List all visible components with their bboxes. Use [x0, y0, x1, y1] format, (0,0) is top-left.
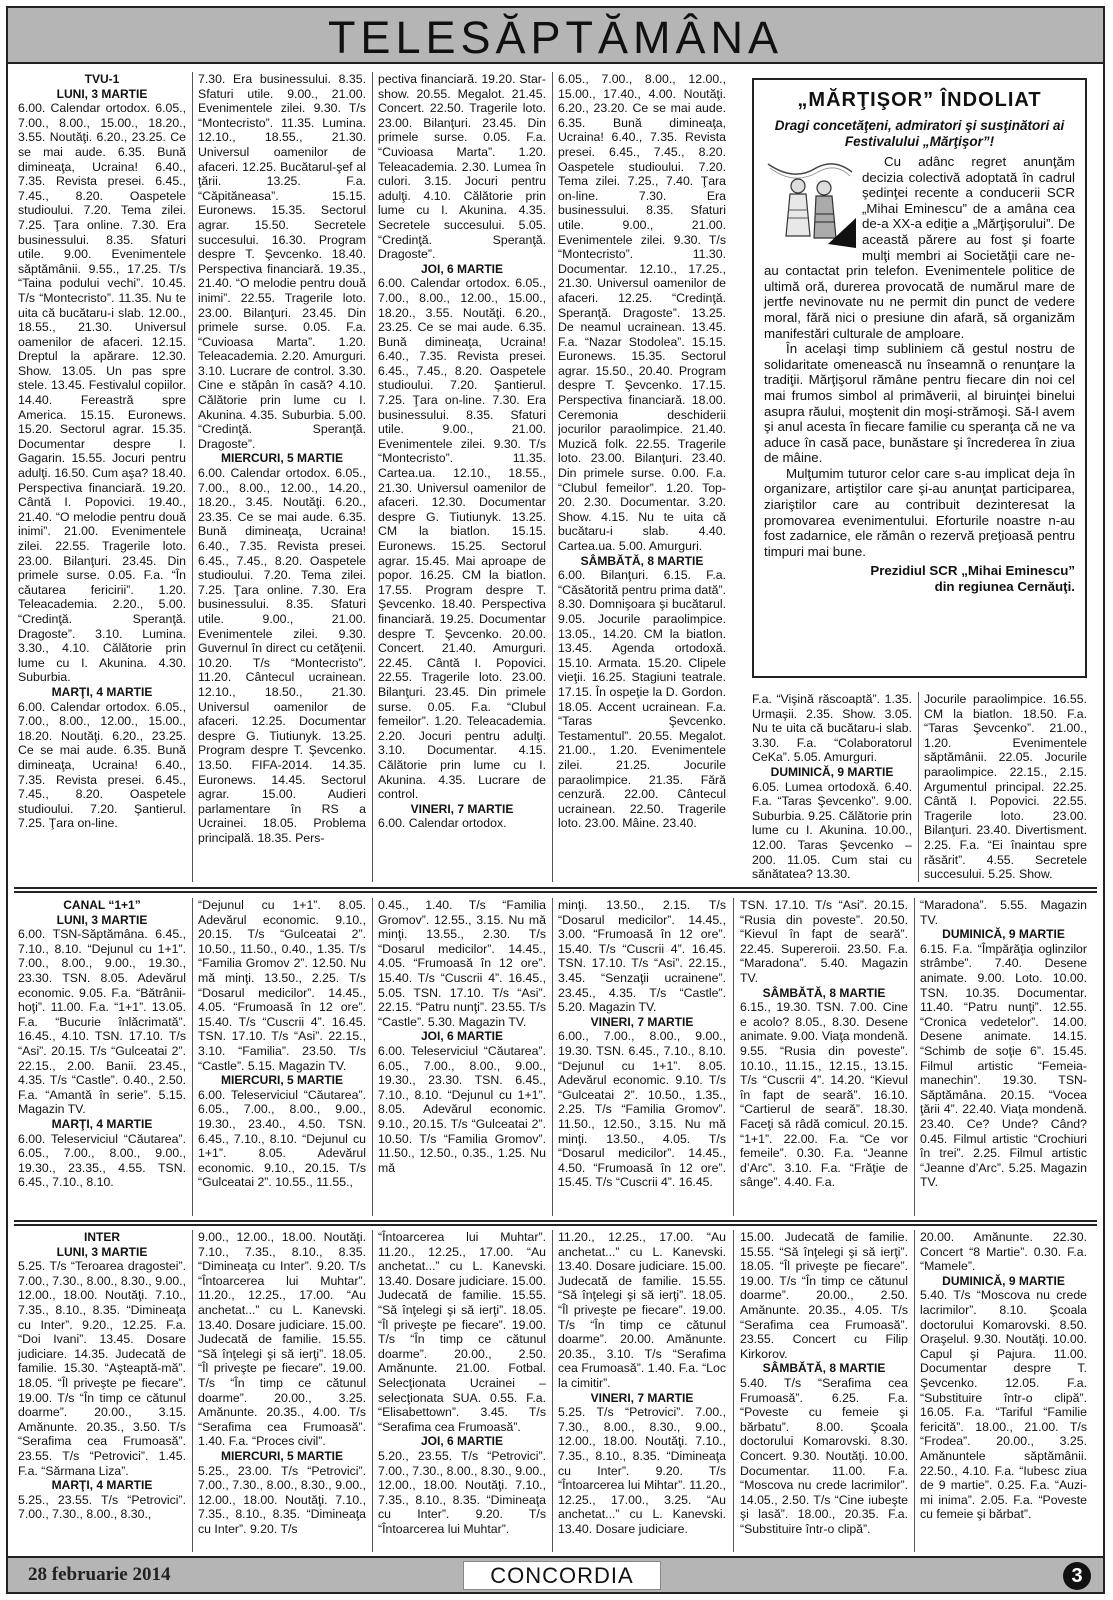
- day-heading: DUMINICĂ, 9 MARTIE: [770, 764, 894, 779]
- tvu-column-3: [378, 72, 546, 882]
- program-listing: 5.25. T/s “Teroarea dragostei”. 7.00., 7.30., 8.00., 8.30., 9.00., 12.00., 18.00. Noutăţi. 7.10., 7.35., 8.10., 8.35. “Dimineaţa cu Inter”. 9.20., 12.25. F.a. “Doi Ivani”. 13.45. Dosare judiciare. 14.35. Judecată de familie. 15.30. “Aşteaptă-mă”. 18.05. “Îl priveşte pe fiecare”. 19.00. T/s “În timp ce cătunul doarme”. 20.00., 3.15. Amănunte. 20.35., 3.50. T/s “Serafima cea Frumoasă”. 23.55. T/s “Petrovici”. 1.45. F.a. “Sărmana Liza”.: [18, 1259, 186, 1478]
- announcement-paragraph-3: Mulţumim tuturor celor care s-au implicat deja în organizare, artiştilor care şi-au anunţat participarea, ziariştilor care au contribuit dezinteresat la promovarea evenimentului. Eforturile noastre n-au fost zadarnice, ele rămân o rezervă preţioasă pentru timpuri mai bune.: [764, 465, 1075, 559]
- tvu-column-4: [558, 72, 726, 882]
- announcement-paragraph-2: În acelaşi timp subliniem că gestul nostru de solidaritate omenească nu înseamnă o renunţare la tradiţii. Mărţişorul rămâne pentru fiecare din noi cel mai frumos simbol al primăverii, al biruinţei binelui asupra răului, moştenit din moşi-strămoşi. Să-l avem şi anul acesta în fiecare familie cu speranţa că ne va aduce în casă pace, bunăstare şi încrederea în ziua de mâine.: [764, 341, 1075, 466]
- program-listing: 6.00. Calendar ortodox. 6.05., 7.00., 8.00., 12.00., 14.20., 18.20., 3.45. Noutăţi. 6.20., 23.35. Ce se mai aude. 6.35. Bună dimineaţa, Ucraina! 6.40., 7.35. Revista presei. 6.45., 7.45., 8.20. Oaspetele studioului. 7.20. Tema zilei. 7.25. Ţara online. 7.30. Era businessului. 8.35. Sfaturi utile. 9.00., 21.00. Evenimentele zilei. 9.30. Guvernul în direct cu cetăţenii. 10.20. T/s “Montecristo”. 11.20. Cântecul ucrainean. 12.10., 18.50., 21.30. Universul oamenilor de afaceri. 12.25. Documentar despre G. Tiutiunyk. 13.25. Program despre T. Şevcenko. 13.50. FIFA-2014. 14.35. Euronews. 14.45. Sectorul agrar. 15.00. Audieri parlamentare în RS a Ucrainei. 18.05. Problema principală. 18.35. Pers-: [198, 466, 366, 845]
- day-heading: MIERCURI, 5 MARTIE: [220, 1448, 343, 1463]
- program-listing: 0.45., 1.40. T/s “Familia Gromov”. 12.55., 3.15. Nu mă minţi. 13.55., 2.30. T/s “Dosarul medicilor”. 14.45., 4.05. “Frumoasă în 12 ore”. 15.40. T/s “Cuscrii 4”. 16.45., 5.05. TSN. 17.10. T/s “Asi”. 22.15. “Patru nunţi”. 23.55. T/s “Castle”. 5.30. Magazin TV.: [378, 898, 546, 1029]
- program-listing: 6.00. Teleserviciul “Căutarea”. 6.05., 7.00., 8.00., 9.00., 19.30., 23.35., 4.55. TSN. 6.45., 7.10., 8.10.: [18, 1131, 186, 1190]
- program-listing: 11.20., 12.25., 17.00. “Au anchetat...” cu L. Kanevski. 13.40. Dosare judiciare. 15.00. Judecată de familie. 15.55. “Să înţelegi şi să ierţi”. 18.05. “Îl priveşte pe fiecare”. 19.00. T/s “În timp ce cătunul doarme”. 20.00. Amănunte. 20.35., 3.10. T/s “Serafima cea Frumoasă”. 1.40. F.a. “Loc la cimitir”.: [558, 1230, 726, 1390]
- day-heading: JOI, 6 MARTIE: [420, 1029, 503, 1044]
- day-heading: TVU-1: [84, 72, 120, 86]
- tvu-column-5: [752, 692, 912, 882]
- canal-column-4: [558, 898, 726, 1216]
- day-heading: INTER: [84, 1230, 120, 1244]
- program-listing: 5.40. T/s “Serafima cea Frumoasă”. 6.25. F.a. “Poveste cu femeie şi bărbatu”. 8.00. Şcoala doctorului Komarovski. 8.30. Concert. 9.30. Noutăţi. 10.00. Documentar. 11.00. F.a. “Moscova nu crede lacrimilor”. 14.05., 2.50. T/s “Cine iubeşte şi lasă”. 18.00., 20.35. F.a. “Substituire într-o clipă”.: [740, 1375, 908, 1536]
- column-divider: [372, 1230, 373, 1552]
- canal-column-5: [740, 898, 908, 1216]
- tvu-column-1: [18, 72, 186, 882]
- program-listing: 6.15. F.a. “Împărăţia oglinzilor strâmbe”. 7.40. Desene animate. 9.00. Loto. 10.00. TSN. 10.35. Documentar. 11.40. “Patru nunţi”. 12.55. “Cronica vedetelor”. 14.00. Desene animate. 14.15. “Schimb de soţie 6”. 15.45. Filmul artistic “Femeia-manechin”. 19.30. TSN-Săptămâna. 20.15. “Vocea ţării 4”. 22.40. Viaţa mondenă. 23.40. Ce? Unde? Când? 0.45. Filmul artistic “Crochiuri în trei”. 2.25. Filmul artistic “Jeanne d’Arc”. 5.25. Magazin TV.: [920, 941, 1087, 1190]
- program-listing: 5.25. T/s “Petrovici”. 7.00., 7.30., 8.00., 8.30., 9.00., 12.00., 18.00. Noutăţi. 7.10., 7.35., 8.10., 8.35. “Dimineaţa cu Inter”. 9.20. T/s “Întoarcerea lui Mihtar”. 11.20., 12.25., 17.00., 3.25. “Au anchetat...” cu L. Kanevski. 13.40. Dosare judiciare.: [558, 1405, 726, 1536]
- program-listing: minţi. 13.50., 2.15. T/s “Dosarul medicilor”. 14.45., 3.00. “Frumoasă în 12 ore”. 15.40. T/s “Cuscrii 4”. 16.45. TSN. 17.10. T/s “Asi”. 22.15., 3.45. “Senzaţii ucrainene”. 23.45., 4.35. T/s “Castle”. 5.20. Magazin TV.: [558, 898, 726, 1015]
- masthead-banner: [6, 6, 1105, 64]
- day-heading: SÂMBĂTĂ, 8 MARTIE: [762, 1361, 886, 1376]
- section-divider: [14, 887, 1097, 893]
- day-heading: JOI, 6 MARTIE: [420, 261, 503, 276]
- page-number: 3: [1063, 1562, 1091, 1590]
- column-divider: [914, 898, 915, 1216]
- program-listing: 6.00. Bilanţuri. 6.15. F.a. “Căsătorită pentru prima dată”. 8.30. Domnişoara şi bucătarul. 9.05. Jocurile paraolimpice. 13.05., 14.20. CM la biatlon. 13.45. Agenda ortodoxă. 15.10. Armata. 15.20. Clipele vieţii. 16.25. Stagiuni teatrale. 17.15. În ospeţie la D. Gordon. 18.05. Accent ucrainean. F.a. “Taras Şevcenko. Testamentul”. 20.55. Megalot. 21.00., 1.20. Evenimentele zilei. 21.25. Jocurile paraolimpice. 21.35. Fără cenzură. 22.00. Cântecul ucrainean. 22.50. Tragerile loto. 23.00. Mâine. 23.40.: [558, 568, 726, 831]
- inter-column-4: [558, 1230, 726, 1552]
- day-heading: JOI, 6 MARTIE: [420, 1434, 503, 1449]
- inter-column-1: [18, 1230, 186, 1552]
- program-listing: “Maradona”. 5.55. Magazin TV.: [920, 898, 1087, 927]
- program-listing: TSN. 17.10. T/s “Asi”. 20.15. “Rusia din poveste”. 20.50. “Kievul în fapt de seară”. 22.45. Supereroii. 23.50. F.a. “Maradona”. 5.40. Magazin TV.: [740, 898, 908, 985]
- program-listing: 6.00. Calendar ortodox.: [378, 816, 507, 831]
- inter-column-3: [378, 1230, 546, 1552]
- tvu-column-6: [924, 692, 1087, 882]
- program-listing: F.a. “Vişină răscoaptă”. 1.35. Urmaşii. 2.35. Show. 3.05. Nu te uita că bucătaru-i slab. 3.30. F.a. “Colaboratorul CeKa”. 5.05. Amurguri.: [752, 692, 912, 765]
- day-heading: MARŢI, 4 MARTIE: [51, 684, 153, 699]
- announcement-subtitle: Dragi concetăţeni, admiratori şi susţinători ai Festivalului „Mărţişor”!: [774, 118, 1065, 149]
- martisor-dolls-image: [764, 158, 856, 248]
- program-listing: “Dejunul cu 1+1”. 8.05. Adevărul economic. 9.10., 20.15. T/s “Gulceatai 2”. 10.50., 11.50., 0.40., 1.35. T/s “Familia Gromov 2”. 12.50. Nu mă minţi. 13.50., 2.25. T/s “Dosarul medicilor”. 14.45., 4.05. “Frumoasă în 12 ore”. 15.40. T/s “Cuscrii 4”. 16.45. TSN. 17.10. T/s “Asi”. 22.15., 3.10. “Familia”. 23.50. T/s “Castle”. 5.15. Magazin TV.: [198, 898, 366, 1073]
- day-heading: SÂMBĂTĂ, 8 MARTIE: [580, 553, 704, 568]
- footer-bar: [6, 1556, 1105, 1594]
- program-listing: 6.00. TSN-Săptămâna. 6.45., 7.10., 8.10. “Dejunul cu 1+1”. 7.00., 8.00., 9.00., 19.30., 23.30. TSN. 8.05. Adevărul economic. 9.05. F.a. “Bătrânii-hoţi”. 11.00. F.a. “1+1”. 13.05. F.a. “Bucurie înlăcrimată”. 16.45., 4.10. TSN. 17.10. T/s “Asi”. 20.15. T/s “Gulceatai 2”. 22.15., 2.00. Banii. 23.45., 4.35. T/s “Castle”. 0.40., 2.50. F.a. “Amantă în serie”. 5.15. Magazin TV.: [18, 927, 186, 1117]
- program-listing: 6.05., 7.00., 8.00., 12.00., 15.00., 17.40., 4.00. Noutăţi. 6.20., 23.20. Ce se mai aude. 6.35. Bună dimineaţa, Ucraina! 6.40., 7.35. Revista presei. 6.45., 7.45., 8.20. Oaspetele studioului. 7.20. Tema zilei. 7.25., 7.40. Ţara on-line. 7.30. Era businessului. 8.35. Sfaturi utile. 9.00., 21.00. Evenimentele zilei. 9.30. T/s “Montecristo”. 11.30. Documentar. 12.10., 17.25., 21.30. Universul oamenilor de afaceri. 12.25. “Credinţă. Speranţă. Dragoste”. 13.25. De neamul ucrainean. 13.45. F.a. “Nazar Stodolea”. 15.15. Euronews. 15.35. Sectorul agrar. 15.50., 20.40. Program despre T. Şevcenko. 17.15. Perspectiva financiară. 18.00. Ceremonia deschiderii jocurilor paraolimpice. 21.40. Muzică folk. 22.55. Tragerile loto. 23.00. Bilanţuri. 23.40. Din primele surse. 0.00. F.a. “Clubul femeilor”. 1.20. Top-20. 2.30. Documentar. 3.20. Show. 4.15. Nu te uita că bucătaru-i slab. 4.40. Cartea.ua. 5.00. Amurguri.: [558, 72, 726, 553]
- canal-column-1: [18, 898, 186, 1216]
- column-divider: [372, 72, 373, 882]
- day-heading: CANAL “1+1”: [63, 898, 141, 912]
- program-listing: 5.40. T/s “Moscova nu crede lacrimilor”. 8.10. Şcoala doctorului Komarovski. 8.50. Oraşelul. 9.30. Noutăţi. 10.00. Capul şi Pajura. 11.00. Documentar despre T. Şevcenko. 12.05. F.a. “Substituire într-o clipă”. 16.05. F.a. “Tariful “Familie fericită”. 18.00., 21.00. T/s “Frodea”. 20.00., 3.25. Amănuntele săptămânii. 22.50., 4.10. F.a. “Iubesc ziua de 9 martie”. 0.25. F.a. “Auzi-mi inima”. 2.05. F.a. “Poveste cu femeie şi bărbat”.: [920, 1288, 1087, 1522]
- column-divider: [733, 1230, 734, 1552]
- day-heading: DUMINICĂ, 9 MARTIE: [942, 927, 1065, 942]
- program-listing: 6.00. Calendar ortodox. 6.05., 7.00., 8.00., 15.00., 18.20., 3.55. Noutăţi. 6.20., 23.25. Ce se mai aude. 6.35. Bună dimineaţa, Ucraina! 6.40., 7.35. Revista presei. 6.45., 7.45., 8.20. Oaspetele studioului. 7.20. Tema zilei. 7.25. Ţara online. 7.30. Era businessului. 8.35. Sfaturi utile. 9.00. Evenimentele săptămânii. 9.55., 17.25. T/s “Taina podului vechi”. 10.45. T/s “Montecristo”. 11.35. Nu te uita că bucătaru-i slab. 12.00., 18.55., 21.30. Universul oamenilor de afaceri. 12.15. Dreptul la apărare. 12.30. Show. 13.05. Un pas spre stele. 13.45. Festivalul copiilor. 14.40. Fereastră spre America. 15.15. Euronews. 15.20. Sectorul agrar. 15.35. Documentar despre I. Gagarin. 15.55. Jocuri pentru adulţi. 16.50. Cum aşa? 18.40. Perspectiva financiară. 19.20. Cântă I. Popovici. 19.40., 21.40. “O melodie pentru două inimi”. 21.00. Evenimentele zilei. 22.55. Tragerile loto. 23.00. Bilanţuri. 23.45. Din primele surse. 0.05. F.a. “În căutarea fericirii”. 1.20. Teleacademia. 2.20., 5.00. “Credinţă. Speranţă. Dragoste”. 3.10. Lumina. 3.30., 4.10. Călătorie prin lume cu I. Akunina. 4.30. Suburbia.: [18, 101, 186, 685]
- inter-column-5: [740, 1230, 908, 1552]
- day-heading: VINERI, 7 MARTIE: [410, 801, 514, 816]
- column-divider: [192, 1230, 193, 1552]
- announcement-box: [752, 78, 1087, 678]
- announcement-paragraph-1: Cu adânc regret anunţăm decizia colectivă adoptată în cadrul şedinţei recente a conducerii SCR „Mihai Eminescu” de a amâna cea de-a XX-a ediţie a „Mărţişorului”. De această părere au fost şi foarte mulţi membri ai Societăţii care ne-au contactat prin telefon. Evenimentele politice de ultimă oră, durerea provocată de numărul mare de jertfe nevinovate nu ne permit din punct de vedere moral, fără nici o presiune din afară, să organizăm manifestări culturale de amploare.: [764, 154, 1075, 341]
- day-heading: LUNI, 3 MARTIE: [56, 912, 148, 927]
- section-divider: [14, 1220, 1097, 1226]
- column-divider: [914, 1230, 915, 1552]
- publication-name: CONCORDIA: [463, 1561, 661, 1590]
- day-heading: DUMINICĂ, 9 MARTIE: [942, 1273, 1065, 1288]
- canal-column-6: [920, 898, 1087, 1216]
- program-listing: “Întoarcerea lui Muhtar”. 11.20., 12.25., 17.00. “Au anchetat...” cu L. Kanevski. 13.40. Dosare judiciare. 15.00. Judecată de familie. 15.55. “Să înţelegi şi să ierţi”. 18.05. “Îl priveşte pe fiecare”. 19.00. T/s “În timp ce cătunul doarme”. 20.00., 2.50. Amănunte. 21.00. Fotbal. Selecţionata Ucrainei – selecţionata SUA. 0.55. F.a. “Elisabettown”. 3.45. T/s “Serafima cea Frumoasă”.: [378, 1230, 546, 1434]
- column-divider: [552, 72, 553, 882]
- day-heading: VINERI, 7 MARTIE: [590, 1014, 694, 1029]
- announcement-title: „MĂRŢIŞOR” ÎNDOLIAT: [797, 89, 1042, 111]
- issue-date: 28 februarie 2014: [28, 1564, 171, 1585]
- program-listing: 6.00. Teleserviciul “Căutarea”. 6.05., 7.00., 8.00., 9.00., 19.30., 23.40., 4.50. TSN. 6.45., 7.10., 8.10. “Dejunul cu 1+1”. 8.05. Adevărul economic. 9.10., 20.15. T/s “Gulceatai 2”. 10.55., 11.55.,: [198, 1087, 366, 1190]
- program-listing: 5.20., 23.55. T/s “Petrovici”. 7.00., 7.30., 8.00., 8.30., 9.00., 12.00., 18.00. Noutăţi. 7.10., 7.35., 8.10., 8.35. “Dimineaţa cu Inter”. 9.20. T/s “Întoarcerea lui Muhtar”.: [378, 1448, 546, 1536]
- program-listing: 6.00. Calendar ortodox. 6.05., 7.00., 8.00., 12.00., 15.00., 18.20., 3.55. Noutăţi. 6.20., 23.25. Ce se mai aude. 6.35. Bună dimineaţa, Ucraina! 6.40., 7.35. Revista presei. 6.45., 7.45., 8.20. Oaspetele studioului. 7.20. Şantierul. 7.25. Ţara on-line. 7.30. Era businessului. 8.35. Sfaturi utile. 9.00., 21.00. Evenimentele zilei. 9.30. T/s “Montecristo”. 11.35. Cartea.ua. 12.10., 18.55., 21.30. Universul oamenilor de afaceri. 12.30. Documentar despre G. Tiutiunyk. 13.25. CM la biatlon. 15.15. Euronews. 15.25. Sectorul agrar. 15.45. Mai aproape de popor. 16.25. CM la biatlon. 17.55. Program despre T. Şevcenko. 18.40. Perspectiva financiară. 19.25. Documentar despre T. Şevcenko. 20.00. Concert. 21.40. Amurguri. 22.45. Cântă I. Popovici. 22.55. Tragerile loto. 23.00. Bilanţuri. 23.45. Din primele surse. 0.05. F.a. “Clubul femeilor”. 1.20. Teleacademia. 2.20. Jocuri pentru adulţi. 3.10. Documentar. 4.15. Călătorie prin lume cu I. Akunina. 4.35. Lucrare de control.: [378, 276, 546, 802]
- day-heading: MARŢI, 4 MARTIE: [51, 1116, 153, 1131]
- inter-column-2: [198, 1230, 366, 1552]
- program-listing: 20.00. Amănunte. 22.30. Concert “8 Martie”. 0.30. F.a. “Mamele”.: [920, 1230, 1087, 1274]
- day-heading: VINERI, 7 MARTIE: [590, 1390, 694, 1405]
- program-listing: 7.30. Era businessului. 8.35. Sfaturi utile. 9.00., 21.00. Evenimentele zilei. 9.30. T/s “Montecristo”. 11.35. Lumina. 12.10., 18.55., 21.30. Universul oamenilor de afaceri. 12.25. Bucătarul-şef al ţării. 13.25. F.a. “Căpităneasa”. 15.15. Euronews. 15.35. Sectorul agrar. 15.50. Secretele succesului. 16.30. Program despre T. Şevcenko. 18.40. Perspectiva financiară. 19.35., 21.40. “O melodie pentru două inimi”. 22.55. Tragerile loto. 23.00. Bilanţuri. 23.45. Din primele surse. 0.05. F.a. “Cuvioasa Marta”. 1.20. Teleacademia. 2.20. Amurguri. 3.10. Lucrare de control. 3.30. Cine e stăpân în casă? 4.10. Călătorie prin lume cu I. Akunina. 4.35. Suburbia. 5.00. “Credinţă. Speranţă. Dragoste”.: [198, 72, 366, 451]
- column-divider: [192, 72, 193, 882]
- canal-column-2: [198, 898, 366, 1216]
- program-listing: 15.00. Judecată de familie. 15.55. “Să înţelegi şi să ierţi”. 18.05. “Îl priveşte pe fiecare”. 19.00. T/s “În timp ce cătunul doarme”. 20.00., 2.50. Amănunte. 20.35., 4.05. T/s “Serafima cea Frumoasă”. 23.55. Concert cu Filip Kirkorov.: [740, 1230, 908, 1361]
- program-listing: pectiva financiară. 19.20. Star-show. 20.55. Megalot. 21.45. Concert. 22.50. Tragerile loto. 23.00. Bilanţuri. 23.45. Din primele surse. 0.05. F.a. “Cuvioasa Marta”. 1.20. Teleacademia. 2.30. Lumea în culori. 3.15. Jocuri pentru adulţi. 4.10. Călătorie prin lume cu I. Akunina. 4.35. Secretele succesului. 5.05. “Credinţă. Speranţă. Dragoste”.: [378, 72, 546, 262]
- column-divider: [552, 1230, 553, 1552]
- program-listing: 6.05. Lumea ortodoxă. 6.40. F.a. “Taras Şevcenko”. 9.00. Suburbia. 9.25. Călătorie prin lume cu I. Akunina. 10.00., 12.00. Taras Şevcenko – 200. 11.05. Cum stai cu sănătatea? 13.30.: [752, 779, 912, 882]
- day-heading: MIERCURI, 5 MARTIE: [220, 451, 343, 466]
- day-heading: MARŢI, 4 MARTIE: [51, 1478, 153, 1493]
- program-listing: 6.00. Calendar ortodox. 6.05., 7.00., 8.00., 12.00., 15.00., 18.20. Noutăţi. 6.20., 23.25. Ce se mai aude. 6.35. Bună dimineaţa, Ucraina! 6.40., 7.35. Revista presei. 6.45., 7.45., 8.20. Oaspetele studioului. 7.20. Şantierul. 7.25. Ţara on-line.: [18, 699, 186, 831]
- column-divider: [552, 898, 553, 1216]
- column-divider: [733, 898, 734, 1216]
- program-listing: Jocurile paraolimpice. 16.55. CM la biatlon. 18.50. F.a. “Taras Şevcenko”. 21.00., 1.20. Evenimentele săptămânii. 22.05. Jocurile paraolimpice. 22.15., 2.15. Argumentul principal. 22.25. Cântă I. Popovici. 22.55. Tragerile loto. 23.00. Bilanţuri. 23.40. Divertisment. 2.25. F.a. “Ei înaintau spre răsărit”. 4.55. Secretele succesului. 5.25. Show.: [924, 692, 1087, 882]
- day-heading: LUNI, 3 MARTIE: [56, 1244, 148, 1259]
- program-listing: 6.15., 19.30. TSN. 7.00. Cine e acolo? 8.05., 8.30. Desene animate. 9.00. Viaţa mondenă. 9.55. “Rusia din poveste”. 10.10., 11.15., 12.15., 13.15. T/s “Cuscrii 4”. 14.20. “Kievul în fapt de seară”. 16.10. “Cartierul de seară”. 18.30. Faceţi să râdă comicul. 20.15. “1+1”. 22.00. F.a. “Ce vor femeile”. 0.30. F.a. “Jeanne d’Arc”. 3.10. F.a. “Frăţie de sânge”. 4.40. F.a.: [740, 1000, 908, 1190]
- day-heading: MIERCURI, 5 MARTIE: [220, 1073, 343, 1088]
- column-divider: [372, 898, 373, 1216]
- day-heading: SÂMBĂTĂ, 8 MARTIE: [762, 985, 886, 1000]
- day-heading: LUNI, 3 MARTIE: [56, 86, 148, 101]
- column-divider: [192, 898, 193, 1216]
- program-listing: 9.00., 12.00., 18.00. Noutăţi. 7.10., 7.35., 8.10., 8.35. “Dimineaţa cu Inter”. 9.20. T/s “Întoarcerea lui Muhtar”. 11.20., 12.25., 17.00. “Au anchetat...” cu L. Kanevski. 13.40. Dosare judiciare. 15.00. Judecată de familie. 15.55. “Să înţelegi şi să ierţi”. 18.05. “Îl priveşte pe fiecare”. 19.00. T/s “În timp ce cătunul doarme”. 20.00., 3.25. Amănunte. 20.35., 4.00. T/s “Serafima cea Frumoasă”. 1.40. F.a. “Proces civil”.: [198, 1230, 366, 1449]
- masthead-title: TELESĂPTĂMÂNA: [327, 12, 784, 63]
- program-listing: 6.00. Teleserviciul “Căutarea”. 6.05., 7.00., 8.00., 9.00., 19.30., 23.30. TSN. 6.45., 7.10., 8.10. “Dejunul cu 1+1”. 8.05. Adevărul economic. 9.10., 20.15. T/s “Gulceatai 2”. 10.50. T/s “Familia Gromov”. 11.50., 12.50., 0.35., 1.25. Nu mă: [378, 1043, 546, 1175]
- column-divider: [918, 692, 919, 882]
- tvu-column-2: [198, 72, 366, 882]
- program-listing: 6.00., 7.00., 8.00., 9.00., 19.30. TSN. 6.45., 7.10., 8.10. “Dejunul cu 1+1”. 8.05. Adevărul economic. 9.10. T/s “Gulceatai 2”. 10.50., 1.35., 2.25. T/s “Familia Gromov”. 11.50., 12.50., 3.15. Nu mă minţi. 13.50., 4.05. T/s “Dosarul medicilor”. 14.45., 4.50. “Frumoasă în 12 ore”. 15.45. T/s “Cuscrii 4”. 16.45.: [558, 1029, 726, 1190]
- canal-column-3: [378, 898, 546, 1216]
- program-listing: 5.25., 23.55. T/s “Petrovici”. 7.00., 7.30., 8.00., 8.30.,: [18, 1492, 186, 1522]
- program-listing: 5.25., 23.00. T/s “Petrovici”. 7.00., 7.30., 8.00., 8.30., 9.00., 12.00., 18.00. Noutăţi. 7.10., 7.35., 8.10., 8.35. “Dimineaţa cu Inter”. 9.20. T/s: [198, 1463, 366, 1536]
- announcement-signature-region: din regiunea Cernăuţi.: [934, 579, 1075, 595]
- inter-column-6: [920, 1230, 1087, 1552]
- announcement-signature: Prezidiul SCR „Mihai Eminescu”: [870, 563, 1075, 579]
